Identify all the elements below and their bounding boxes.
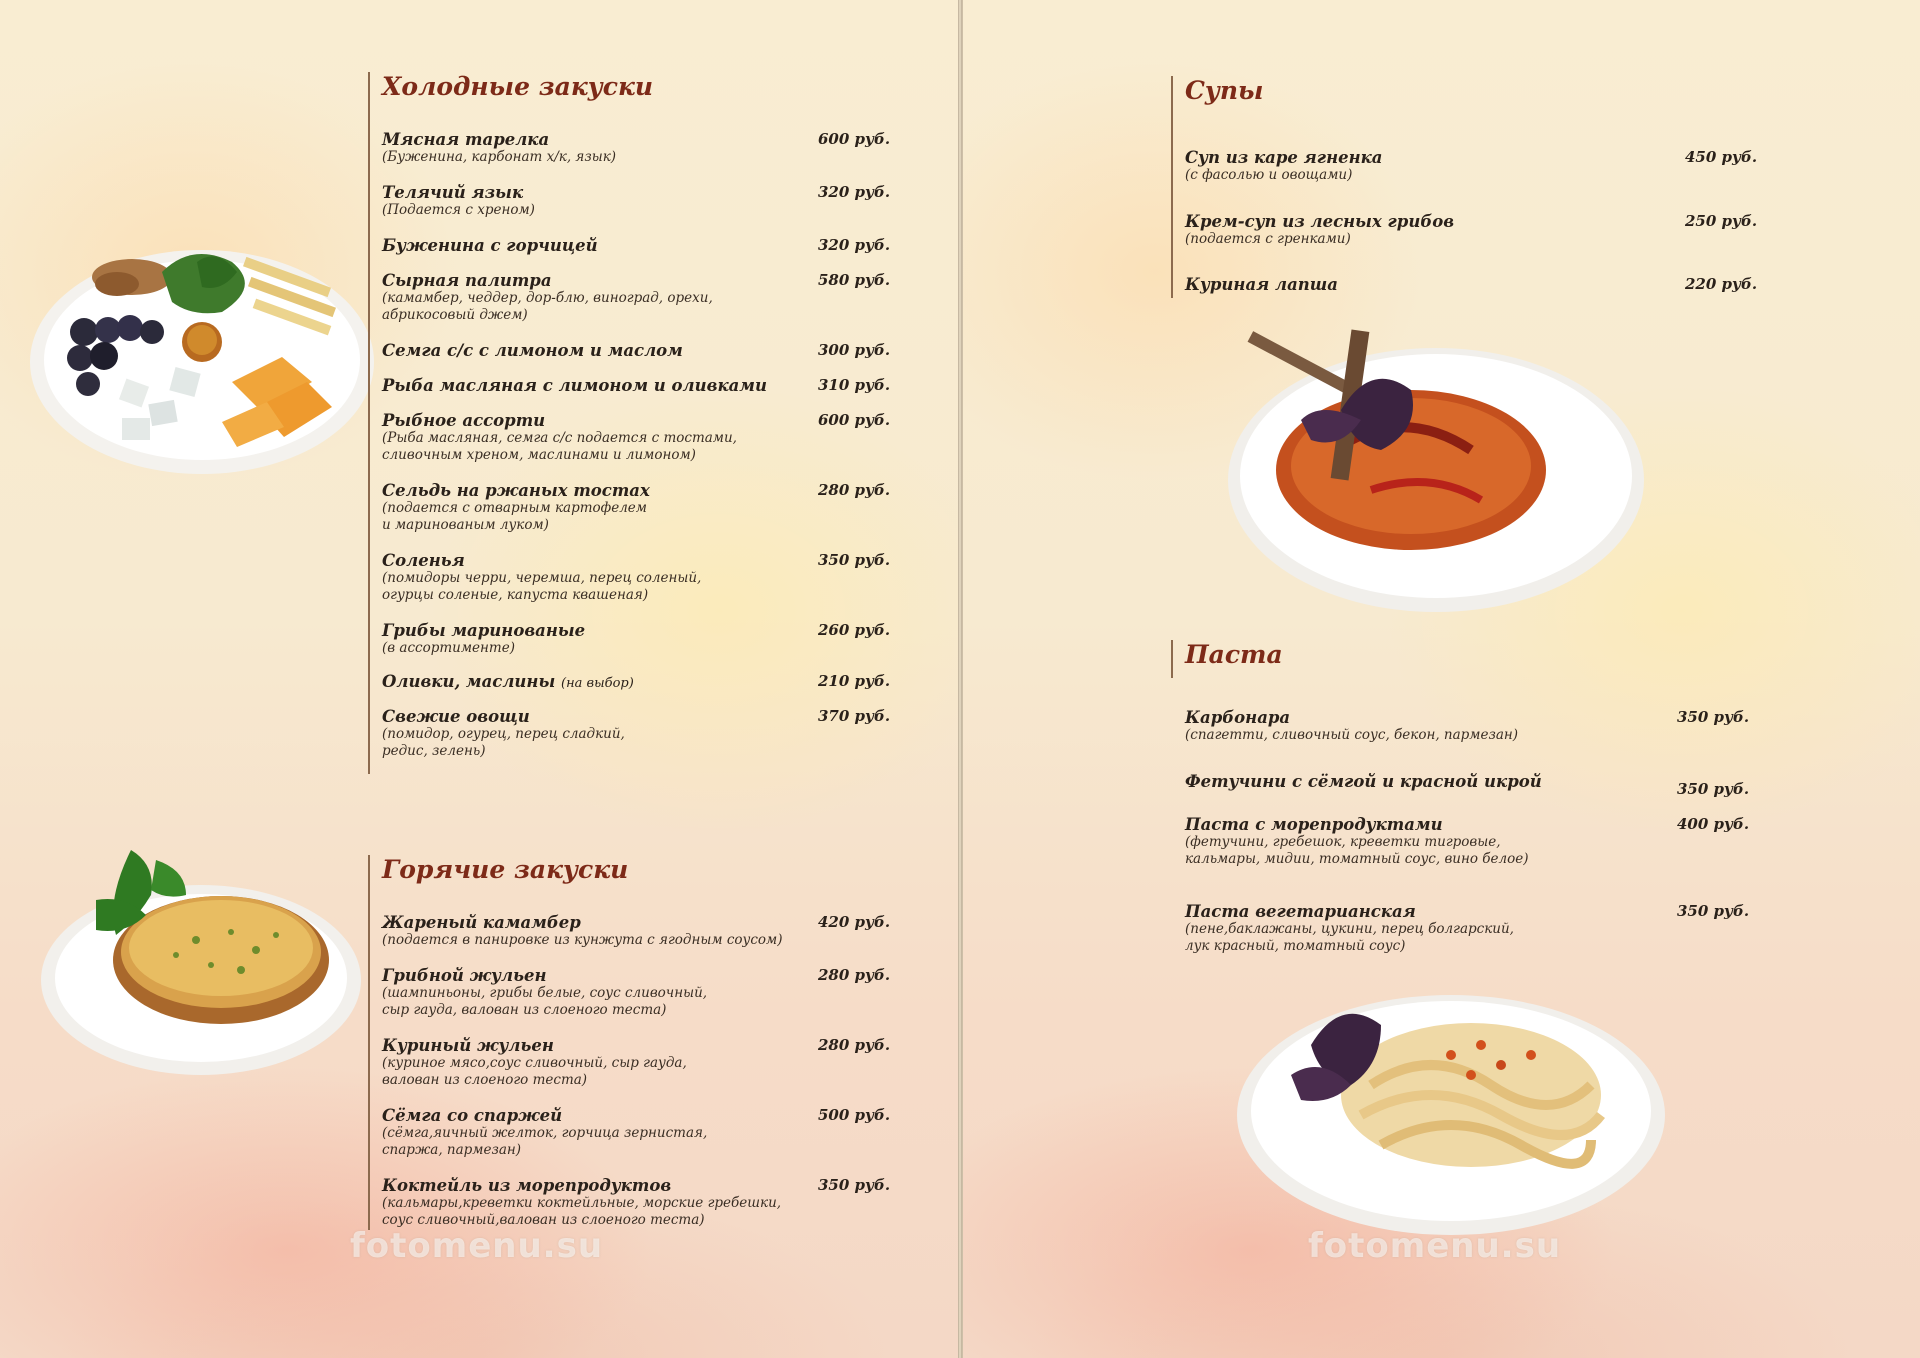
section-title: Горячие закуски [382,855,629,884]
menu-item [382,183,898,219]
left-page [0,0,959,1358]
menu-item [1185,275,1758,294]
soups-section [1171,76,1758,306]
item-price: 220 руб. [1685,275,1758,293]
item-description: (фетучини, гребешок, креветки тигровые, кальмары, мидии, томатный соус, вино белое) [1185,834,1529,867]
menu-item [382,913,898,949]
item-price: 600 руб. [818,130,891,148]
item-description: (Буженина, карбонат х/к, язык) [382,149,617,165]
item-price: 350 руб. [1677,902,1750,920]
item-description: (в ассортименте) [382,640,515,656]
item-name: Рыбное ассорти [382,411,546,430]
hot-appetizer-plate-photo [36,840,366,1080]
section-title: Паста [1185,640,1283,669]
item-description: (Подается с хреном) [382,202,535,218]
item-price: 260 руб. [818,621,891,639]
item-name: Семга с/с с лимоном и маслом [382,341,683,360]
cold-appetizer-plate-photo [22,232,382,482]
item-name: Куриный жульен [382,1036,554,1055]
menu-item [1185,708,1750,744]
item-price: 280 руб. [818,1036,891,1054]
menu-item [382,1036,898,1089]
item-name: Коктейль из морепродуктов [382,1176,672,1195]
cold-appetizers-section [368,72,891,772]
item-description: (спагетти, сливочный соус, бекон, пармезан) [1185,727,1519,743]
section-divider [368,72,370,774]
item-price: 350 руб. [1677,708,1750,726]
item-name: Грибы маринованые [382,621,586,640]
item-price: 400 руб. [1677,815,1750,833]
menu-item [382,271,898,324]
item-note: (на выбор) [561,676,634,691]
item-price: 420 руб. [818,913,891,931]
item-description: (шампиньоны, грибы белые, соус сливочный, сыр гауда, валован из слоеного теста) [382,985,708,1018]
menu-item [382,376,898,395]
item-name: Сёмга со спаржей [382,1106,563,1125]
item-name: Рыба масляная с лимоном и оливками [382,376,767,395]
section-divider [1171,76,1173,298]
menu-item [382,481,898,534]
item-name: Телячий язык [382,183,524,202]
item-name: Соленья [382,551,465,570]
item-description: (кальмары,креветки коктейльные, морские гребешки, соус сливочный,валован из слоеного теста) [382,1195,782,1228]
item-price: 320 руб. [818,183,891,201]
item-price: 300 руб. [818,341,891,359]
menu-item [382,672,898,693]
item-name: Паста вегетарианская [1185,902,1416,921]
item-price: 280 руб. [818,481,891,499]
item-name: Куриная лапша [1185,275,1338,294]
right-page [962,0,1920,1358]
section-title: Супы [1185,76,1264,105]
item-price: 580 руб. [818,271,891,289]
menu-item [382,966,898,1019]
item-price: 500 руб. [818,1106,891,1124]
item-name-text: Оливки, маслины [382,672,556,691]
menu-item [382,236,898,255]
item-price: 320 руб. [818,236,891,254]
menu-item [1185,815,1750,868]
menu-item [382,707,898,760]
item-name: Крем-суп из лесных грибов [1185,212,1455,231]
menu-item [382,621,898,657]
item-name: Буженина с горчицей [382,236,598,255]
menu-item [382,341,898,360]
pasta-plate-photo [1231,975,1671,1245]
section-divider [1171,640,1173,678]
item-price: 350 руб. [818,551,891,569]
item-name: Свежие овощи [382,707,530,726]
item-name: Карбонара [1185,708,1291,727]
item-price: 450 руб. [1685,148,1758,166]
hot-appetizers-section [368,855,891,1235]
item-name: Паста с морепродуктами [1185,815,1443,834]
item-description: (сёмга,яичный желток, горчица зернистая, спаржа, пармезан) [382,1125,708,1158]
item-price: 350 руб. [1677,780,1750,798]
item-description: (Рыба масляная, семга с/с подается с тостами, сливочным хреном, маслинами и лимоном) [382,430,737,463]
item-name: Сырная палитра [382,271,552,290]
menu-item [1185,902,1750,955]
menu-item [1185,148,1758,184]
menu-item [1185,212,1758,248]
item-price: 310 руб. [818,376,891,394]
watermark: fotomenu.su [350,1226,604,1266]
item-price: 250 руб. [1685,212,1758,230]
section-divider [368,855,370,1230]
item-description: (подается с гренками) [1185,231,1351,247]
menu-item [1185,772,1750,798]
item-price: 210 руб. [818,672,891,690]
item-name: Мясная тарелка [382,130,550,149]
item-name: Фетучини с сёмгой и красной икрой [1185,772,1542,791]
watermark: fotomenu.su [1308,1226,1562,1266]
item-description: (пене,баклажаны, цукини, перец болгарский, лук красный, томатный соус) [1185,921,1514,954]
item-name: Грибной жульен [382,966,547,985]
menu-item [382,130,898,166]
menu-item [382,1106,898,1159]
item-description: (помидоры черри, черемша, перец соленый, огурцы соленые, капуста квашеная) [382,570,702,603]
item-price: 370 руб. [818,707,891,725]
item-price: 600 руб. [818,411,891,429]
item-description: (с фасолью и овощами) [1185,167,1353,183]
menu-item [382,551,898,604]
item-price: 280 руб. [818,966,891,984]
menu-item [382,1176,898,1229]
item-description: (подается в панировке из кунжута с ягодным соусом) [382,932,783,948]
item-description: (камамбер, чеддер, дор-блю, виноград, орехи, абрикосовый джем) [382,290,713,323]
item-name: Суп из каре ягненка [1185,148,1383,167]
item-description: (куриное мясо,соус сливочный, сыр гауда, валован из слоеного теста) [382,1055,687,1088]
item-description: (помидор, огурец, перец сладкий, редис, зелень) [382,726,625,759]
section-title: Холодные закуски [382,72,654,101]
item-description: (подается с отварным картофелем и маринованым луком) [382,500,647,533]
item-price: 350 руб. [818,1176,891,1194]
menu-item [382,411,898,464]
soup-bowl-photo [1221,320,1651,620]
item-name: Жареный камамбер [382,913,581,932]
item-name: Сельдь на ржаных тостах [382,481,650,500]
pasta-section [1171,640,1750,960]
